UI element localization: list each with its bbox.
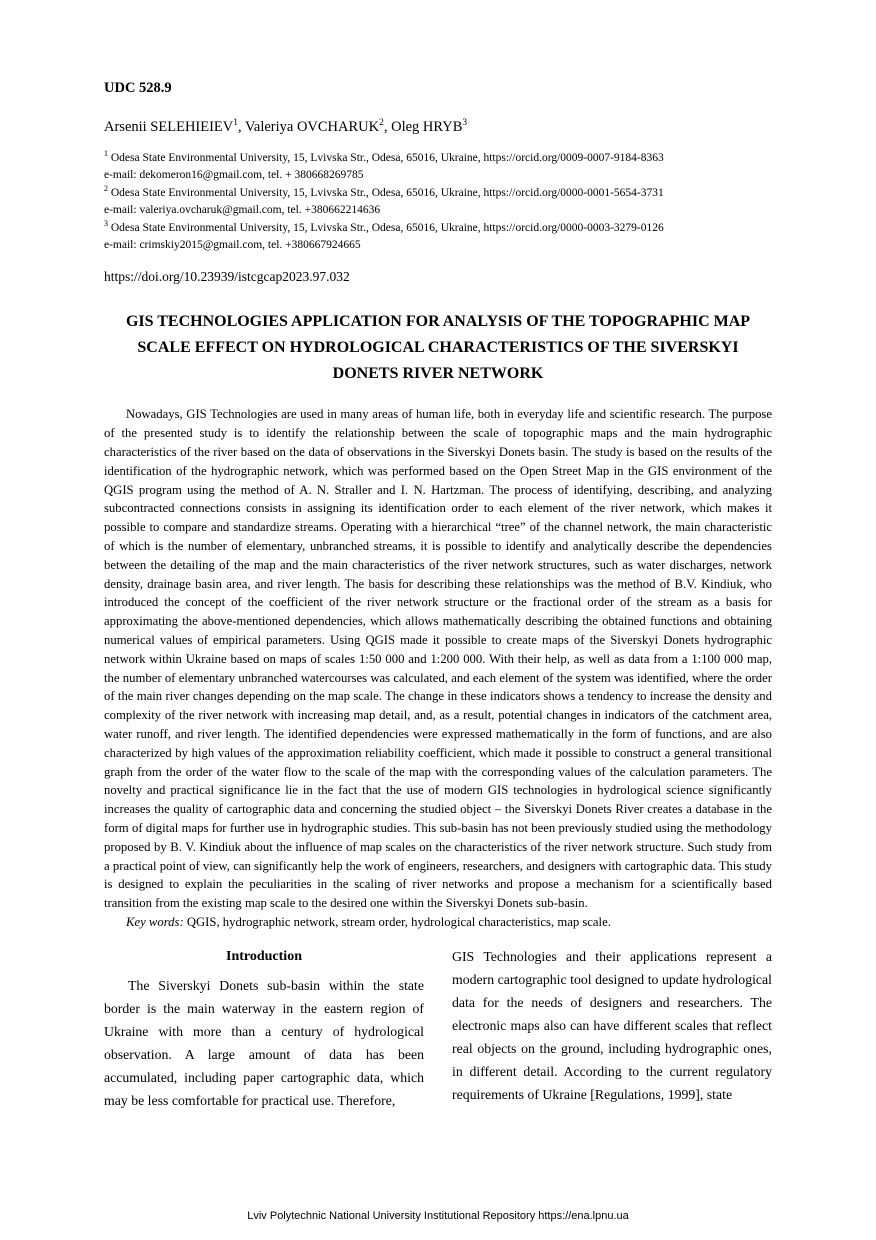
affiliation xyxy=(104,150,772,185)
affiliation-ref: 2 xyxy=(104,183,108,193)
author-affiliation-ref: 1 xyxy=(233,118,239,129)
keywords-text: QGIS, hydrographic network, stream order, hydrological characteristics, map scale. xyxy=(183,914,611,929)
introduction-heading: Introduction xyxy=(226,948,302,964)
author-separator: , xyxy=(383,119,392,135)
affiliation-address: Odesa State Environmental University, 15, Lvivska Str., Odesa, 65016, Ukraine, https://orcid.org/0009-0007-9184-8363 xyxy=(108,152,664,164)
author-affiliation-ref: 2 xyxy=(379,118,384,129)
paper-title: GIS TECHNOLOGIES APPLICATION FOR ANALYSIS OF THE TOPOGRAPHIC MAP SCALE EFFECT ON HYDROLOGICAL CHARACTERISTICS OF THE SIVERSKYI DONETS RIVER NETWORK xyxy=(125,313,751,383)
author-name: Oleg HRYB xyxy=(391,119,463,135)
affiliation-contact: e-mail: valeriya.ovcharuk@gmail.com, tel. +380662214636 xyxy=(104,204,381,217)
author-separator: , xyxy=(238,119,246,135)
introduction-paragraph-left: The Siverskyi Donets sub-basin within the state border is the main waterway in the eastern region of Ukraine with more than a century of hydrological observation. A large amount of data has been accumulated, including paper cartographic data, which may be less comfortable for practical use. Therefore, xyxy=(104,977,424,1108)
affiliation-ref: 3 xyxy=(104,218,108,228)
abstract-text: Nowadays, GIS Technologies are used in many areas of human life, both in everyday life and scientific research. The purpose of the presented study is to identify the relationship between the scale of topographic maps and the main hydrographic characteristics of the river based on the data of observations in the Siverskyi Donets basin. The study is based on the results of the identification of the hydrographic network, which was performed based on the Open Street Map in the GIS environment of the QGIS program using the method of A. N. Straller and I. N. Hartzman. The process of identifying, describing, and analyzing subcontracted connections consists in assigning its identification order to each element of the river network, which makes it possible to compare and standardize streams. Operating with a hierarchical “tree” of the channel network, the main characteristic of which is the number of elementary, unbranched streams, it is possible to identify and analytically describe the dependencies between the detailing of the map and the main characteristics of the river network structures, such as water discharges, network density, drainage basin area, and river length. The basis for describing these relationships was the method of B.V. Kindiuk, who introduced the concept of the coefficient of the river network structure or the fractional order of the stream as a basis for approximating the above-mentioned dependencies, which allows mathematically describing the obtained functions and obtaining numerical values of empirical parameters. Using QGIS made it possible to create maps of the Siverskyi Donets hydrographic network within Ukraine based on maps of scales 1:50 000 and 1:200 000. With their help, as well as data from a 1:100 000 map, the number of elementary unbranched watercourses was calculated, and each element of the system was identified, where the order of the main river changes depending on the map scale. The change in these indicators shows a tendency to increase the density and complexity of the river network with increasing map detail, and, as a result, potential changes in indicators of the catchment area, water runoff, and river length. The identified dependencies were expressed mathematically in the form of functions, and are also characterized by high values of the approximation reliability coefficient, which made it possible to construct a general transitional graph from the order of the water flow to the scale of the map with the corresponding values of the calculation parameters. The novelty and practical significance lie in the fact that the use of modern GIS technologies in hydrological science significantly increases the quality of cartographic data and concerning the studied object – the Siverskyi Donets River creates a database in the form of digital maps for further use in hydrographic studies. This sub-basin has not been previously studied using the methodology proposed by B. V. Kindiuk about the influence of map scales on the characteristics of the river network structure. Such study from a practical point of view, can significantly help the work of engineers, researchers, and designers with cartographic data. This study is designed to explain the peculiarities in the scaling of river networks and propose a mechanism for a scientifically based transition from the existing map scale to the desired one within the Siverskyi Donets sub-basin. xyxy=(104,407,772,911)
affiliation-ref: 1 xyxy=(104,149,108,159)
author-affiliation-ref: 3 xyxy=(462,118,468,129)
introduction-paragraph-right: GIS Technologies and their applications represent a modern cartographic tool designed to update hydrological data for the needs of designers and researchers. The electronic maps also can have different scales that reflect real objects on the ground, including hydrographic ones, in different detail. According to the current regulatory requirements of Ukraine [Regulations, 1999], state xyxy=(452,948,772,1102)
introduction-column-left xyxy=(104,945,424,1112)
keywords-line xyxy=(104,913,772,932)
affiliation-contact: e-mail: dekomeron16@gmail.com, tel. + 380668269785 xyxy=(104,169,364,182)
author-name: Valeriya OVCHARUK xyxy=(245,119,380,135)
introduction-column-right xyxy=(452,945,772,1112)
affiliation-contact: e-mail: crimskiy2015@gmail.com, tel. +380667924665 xyxy=(104,239,361,252)
affiliation-address: Odesa State Environmental University, 15, Lvivska Str., Odesa, 65016, Ukraine, https://orcid.org/0000-0003-3279-0126 xyxy=(108,221,664,234)
introduction-section xyxy=(104,945,772,1112)
keywords-label: Key words: xyxy=(126,914,184,929)
affiliation-address: Odesa State Environmental University, 15, Lvivska Str., Odesa, 65016, Ukraine, https://orcid.org/0000-0001-5654-3731 xyxy=(108,186,664,199)
repository-footer: Lviv Polytechnic National University Institutional Repository https://ena.lpnu.ua xyxy=(247,1210,629,1222)
doi-link[interactable]: https://doi.org/10.23939/istcgcap2023.97.032 xyxy=(104,269,350,285)
affiliations-block xyxy=(104,150,772,254)
author-name: Arsenii SELEHIEIEV xyxy=(104,119,234,135)
authors-line xyxy=(104,119,772,136)
affiliation xyxy=(104,185,772,220)
udc-label: UDC 528.9 xyxy=(104,80,172,96)
affiliation xyxy=(104,220,772,255)
